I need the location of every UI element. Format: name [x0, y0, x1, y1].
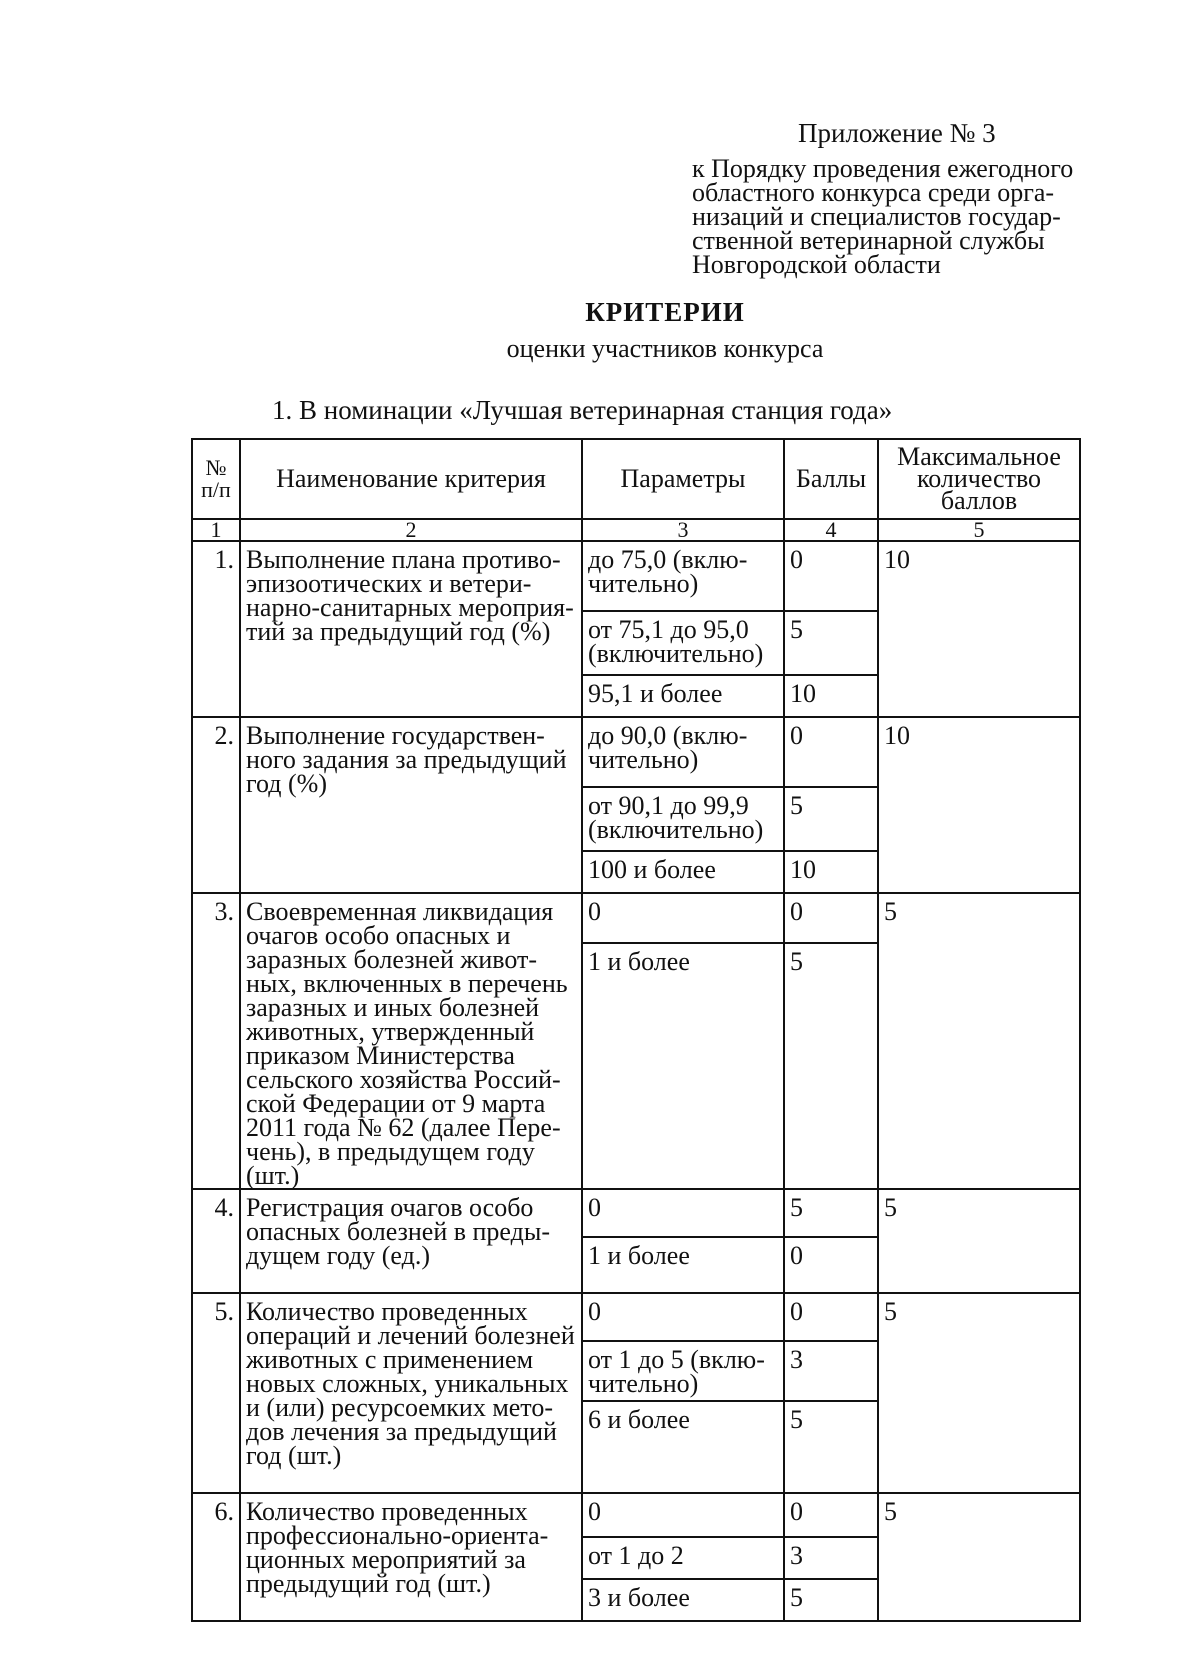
parameter-value: до 75,0 (вклю-чительно): [582, 541, 784, 611]
table-row: [192, 1189, 1080, 1237]
max-score: 10: [878, 717, 1080, 893]
appendix-line: областного конкурса среди орга-: [692, 178, 1055, 207]
score-value: 5: [784, 1189, 878, 1237]
parameter-value: 6 и более: [582, 1401, 784, 1493]
score-value: 5: [784, 787, 878, 851]
parameter-value: 0: [582, 1493, 784, 1537]
parameter-value: от 90,1 до 99,9 (включительно): [582, 787, 784, 851]
parameter-value: 3 и более: [582, 1579, 784, 1621]
header-num: № п/п: [192, 439, 240, 519]
score-value: 0: [784, 717, 878, 787]
appendix-line: низаций и специалистов государ-: [692, 202, 1061, 231]
score-value: 0: [784, 1237, 878, 1293]
max-score: 5: [878, 1293, 1080, 1493]
column-number: 1: [192, 519, 240, 541]
column-number: 4: [784, 519, 878, 541]
appendix-line: Новгородской области: [692, 250, 941, 279]
score-value: 0: [784, 1293, 878, 1341]
parameter-value: до 90,0 (вклю-чительно): [582, 717, 784, 787]
table-row: [192, 541, 1080, 611]
page-subtitle: оценки участников конкурса: [506, 334, 824, 363]
score-value: 0: [784, 1493, 878, 1537]
table-header-row: [192, 439, 1080, 519]
criterion-number: 2.: [192, 717, 240, 893]
criterion-number: 5.: [192, 1293, 240, 1493]
table-row: [192, 717, 1080, 787]
parameter-value: от 1 до 5 (вклю-чительно): [582, 1341, 784, 1401]
max-score: 5: [878, 1189, 1080, 1293]
table-row: [192, 1293, 1080, 1341]
parameter-value: 1 и более: [582, 943, 784, 1189]
column-numbers-row: [192, 519, 1080, 541]
max-score: 5: [878, 1493, 1080, 1621]
parameter-value: 0: [582, 893, 784, 943]
criteria-body: [192, 541, 1080, 1621]
criterion-number: 6.: [192, 1493, 240, 1621]
score-value: 10: [784, 675, 878, 717]
criterion-name: Количество проведенных профессионально-ориента-ционных мероприятий за предыдущий год (шт.): [240, 1493, 582, 1621]
criterion-name: Выполнение государствен-ного задания за предыдущий год (%): [240, 717, 582, 893]
appendix-line: к Порядку проведения ежегодного: [692, 154, 1074, 183]
score-value: 5: [784, 1579, 878, 1621]
criterion-name: Регистрация очагов особо опасных болезней в преды-дущем году (ед.): [240, 1189, 582, 1293]
criterion-number: 4.: [192, 1189, 240, 1293]
header-max: Максимальное количество баллов: [878, 439, 1080, 519]
criteria-table: [191, 438, 1081, 1622]
parameter-value: 100 и более: [582, 851, 784, 893]
parameter-value: от 75,1 до 95,0 (включительно): [582, 611, 784, 675]
criterion-number: 1.: [192, 541, 240, 717]
table-row: [192, 1493, 1080, 1537]
page-title: КРИТЕРИИ: [585, 297, 745, 327]
parameter-value: 95,1 и более: [582, 675, 784, 717]
criterion-name: Количество проведенных операций и лечений болезней животных с применением новых сложных, уникальных и (или) ресурсоемких мето-дов лечения за предыдущий год (шт.): [240, 1293, 582, 1493]
column-number: 5: [878, 519, 1080, 541]
column-number: 3: [582, 519, 784, 541]
table-row: [192, 893, 1080, 943]
score-value: 0: [784, 893, 878, 943]
criterion-number: 3.: [192, 893, 240, 1189]
score-value: 3: [784, 1537, 878, 1579]
parameter-value: 1 и более: [582, 1237, 784, 1293]
score-value: 5: [784, 1401, 878, 1493]
max-score: 10: [878, 541, 1080, 717]
score-value: 5: [784, 611, 878, 675]
parameter-value: от 1 до 2: [582, 1537, 784, 1579]
column-number: 2: [240, 519, 582, 541]
header-params: Параметры: [582, 439, 784, 519]
appendix-title: Приложение № 3: [798, 118, 996, 148]
appendix-line: ственной ветеринарной службы: [692, 226, 1045, 255]
criterion-name: Выполнение плана противо-эпизоотических и ветери-нарно-санитарных мероприя-тий за предыдущий год (%): [240, 541, 582, 717]
score-value: 10: [784, 851, 878, 893]
header-score: Баллы: [784, 439, 878, 519]
appendix-subtitle: [692, 154, 1132, 279]
score-value: 5: [784, 943, 878, 1189]
section-title: 1. В номинации «Лучшая ветеринарная станция года»: [272, 395, 893, 425]
parameter-value: 0: [582, 1189, 784, 1237]
score-value: 3: [784, 1341, 878, 1401]
score-value: 0: [784, 541, 878, 611]
parameter-value: 0: [582, 1293, 784, 1341]
criterion-name: Своевременная ликвидация очагов особо опасных и заразных болезней живот-ных, включенных в перечень заразных и иных болезней животных, утвержденный приказом Министерства сельского хозяйства Россий-ской Федерации от 9 марта 2011 года № 62 (далее Пере-чень), в предыдущем году (шт.): [240, 893, 582, 1189]
header-name: Наименование критерия: [240, 439, 582, 519]
max-score: 5: [878, 893, 1080, 1189]
